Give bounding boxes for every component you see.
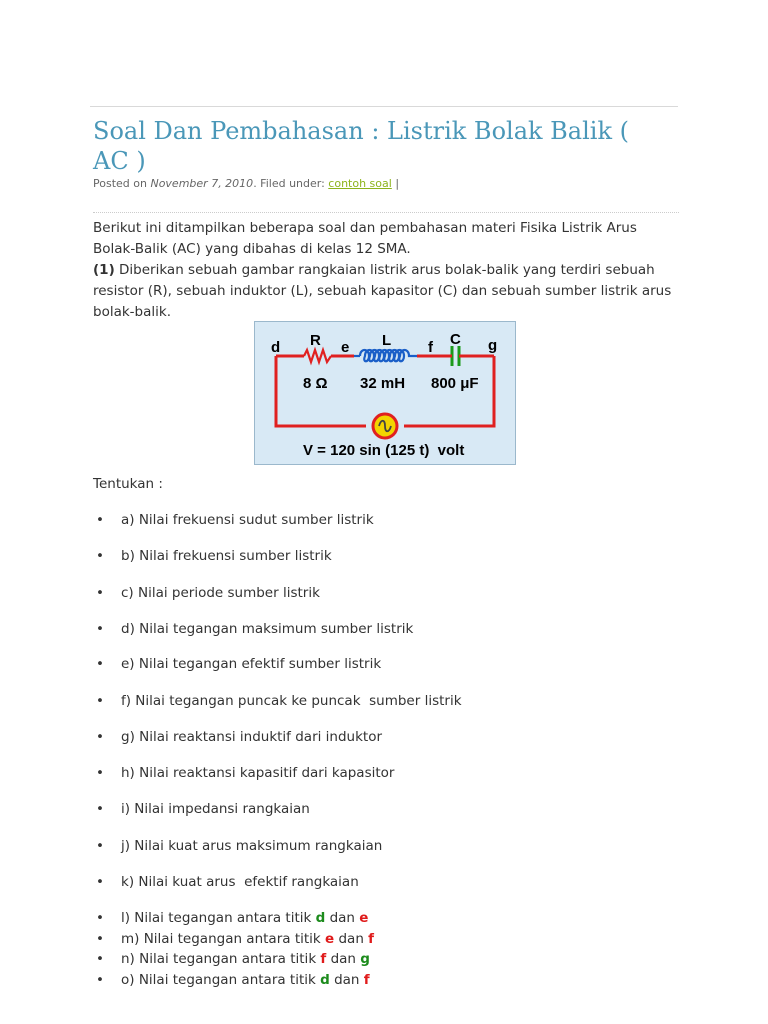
post-meta xyxy=(93,177,399,190)
list-item: • d) Nilai tegangan maksimum sumber listrik xyxy=(96,621,414,637)
post-title[interactable]: Soal Dan Pembahasan : Listrik Bolak Balik ( AC ) xyxy=(93,117,630,175)
source-voltage-label: V = 120 sin (125 t) volt xyxy=(303,442,465,459)
post-date: November 7, 2010 xyxy=(150,177,254,190)
list-item: • o) Nilai tegangan antara titik d dan f xyxy=(96,972,370,988)
posted-on-label: Posted on xyxy=(93,177,147,190)
list-item: • f) Nilai tegangan puncak ke puncak sumber listrik xyxy=(96,693,462,709)
list-item: • h) Nilai reaktansi kapasitif dari kapasitor xyxy=(96,765,395,781)
list-item: • k) Nilai kuat arus efektif rangkaian xyxy=(96,874,359,890)
inductor-value: 32 mH xyxy=(360,375,406,392)
node-e-label: e xyxy=(341,339,350,356)
list-item: • g) Nilai reaktansi induktif dari induktor xyxy=(96,729,383,745)
list-item: • i) Nilai impedansi rangkaian xyxy=(96,801,310,817)
inductor-label: L xyxy=(382,332,392,349)
question-text: Diberikan sebuah gambar rangkaian listrik arus bolak-balik yang terdiri sebuah resistor (R), sebuah induktor (L), sebuah kapasitor (C) dan sebuah sumber listrik arus bolak-balik. xyxy=(93,262,672,320)
node-g-label: g xyxy=(488,337,498,354)
resistor-value: 8 Ω xyxy=(303,375,328,392)
filed-under-label: . Filed under: xyxy=(253,177,325,190)
node-f-label: f xyxy=(428,339,433,356)
top-divider xyxy=(90,106,678,107)
list-item: • b) Nilai frekuensi sumber listrik xyxy=(96,548,332,564)
category-link[interactable]: contoh soal xyxy=(328,177,392,190)
list-item: • a) Nilai frekuensi sudut sumber listrik xyxy=(96,512,374,528)
question-number: (1) xyxy=(93,262,115,278)
node-d-label: d xyxy=(271,339,281,356)
tentukan-label: Tentukan : xyxy=(93,476,163,492)
circuit-diagram xyxy=(254,321,516,465)
list-item: • m) Nilai tegangan antara titik e dan f xyxy=(96,931,375,947)
question-paragraph xyxy=(93,260,678,322)
capacitor-label: C xyxy=(450,331,461,348)
list-item: • c) Nilai periode sumber listrik xyxy=(96,585,320,601)
capacitor-value: 800 μF xyxy=(431,375,479,392)
intro-paragraph: Berikut ini ditampilkan beberapa soal dan pembahasan materi Fisika Listrik Arus Bolak-Balik (AC) yang dibahas di kelas 12 SMA. xyxy=(93,220,637,257)
resistor-label: R xyxy=(310,332,321,349)
meta-separator: | xyxy=(395,177,400,190)
list-item: • l) Nilai tegangan antara titik d dan e xyxy=(96,910,369,926)
list-item: • j) Nilai kuat arus maksimum rangkaian xyxy=(96,838,383,854)
meta-divider xyxy=(93,212,679,213)
list-item: • n) Nilai tegangan antara titik f dan g xyxy=(96,951,370,967)
list-item: • e) Nilai tegangan efektif sumber listrik xyxy=(96,656,382,672)
